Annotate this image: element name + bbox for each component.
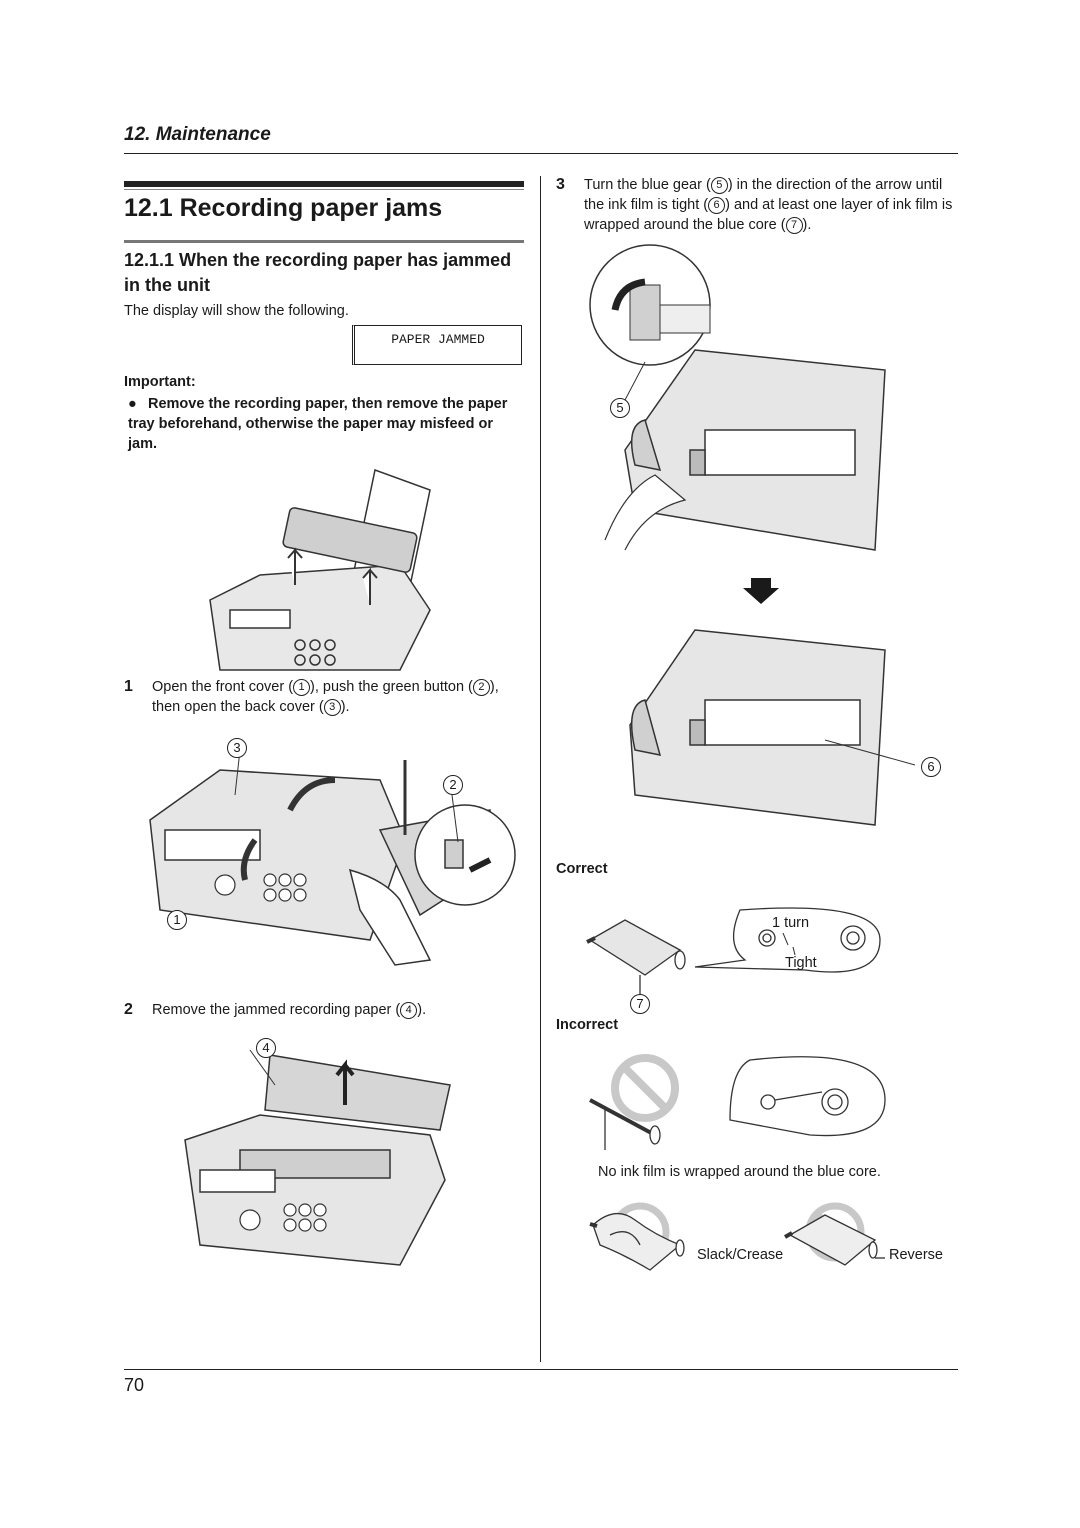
tight-film-illustration	[625, 625, 915, 840]
turn-gear-illustration	[585, 250, 915, 570]
callout-2: 2	[443, 775, 463, 795]
important-note	[128, 394, 524, 454]
callout-ref: 1	[293, 679, 310, 696]
step-text: ).	[340, 699, 350, 715]
important-text: Remove the recording paper, then remove the paper tray beforehand, otherwise the paper may misfeed or jam.	[128, 396, 508, 452]
callout-ref: 6	[708, 197, 725, 214]
callout-ref: 5	[711, 177, 728, 194]
step-text: ), then open the back cover (	[152, 679, 499, 715]
lcd-display-message: PAPER JAMMED	[352, 325, 522, 365]
down-arrow-icon	[743, 578, 779, 604]
incorrect-label: Incorrect	[556, 1017, 619, 1033]
step-text: ) in the direction of the arrow until the ink film is tight (	[584, 177, 943, 213]
step-text: Remove the jammed recording paper (	[152, 1002, 401, 1018]
step-text: ) and at least one layer of ink film is wrapped around the blue core (	[584, 197, 953, 233]
callout-ref: 7	[786, 217, 803, 234]
chapter-title: 12. Maintenance	[124, 124, 271, 145]
fax-tray-illustration	[200, 460, 440, 670]
callout-4: 4	[256, 1038, 276, 1058]
callout-6: 6	[921, 757, 941, 777]
callout-7: 7	[630, 994, 650, 1014]
step-2	[124, 1000, 524, 1020]
bullet-icon: ●	[128, 396, 137, 412]
tight-label: Tight	[785, 955, 817, 971]
step-number: 3	[556, 176, 565, 193]
turn-label: 1 turn	[772, 915, 810, 931]
section-bar-thin	[124, 189, 524, 190]
callout-3: 3	[227, 738, 247, 758]
important-label: Important:	[124, 374, 196, 390]
step-text: Open the front cover (	[152, 679, 294, 695]
callout-ref: 4	[400, 1002, 417, 1019]
column-divider	[540, 176, 541, 1362]
callout-1: 1	[167, 910, 187, 930]
step-text: ), push the green button (	[310, 679, 473, 695]
slack-crease-label: Slack/Crease	[697, 1247, 784, 1263]
incorrect-no-film-diagram	[580, 1050, 890, 1160]
callout-ref: 3	[324, 699, 341, 716]
header-rule	[124, 153, 958, 154]
step-text: ).	[417, 1002, 427, 1018]
correct-label: Correct	[556, 861, 608, 877]
step-number: 1	[124, 678, 133, 695]
no-film-text: No ink film is wrapped around the blue core.	[598, 1164, 881, 1180]
step-1	[124, 677, 524, 717]
remove-paper-illustration	[180, 1040, 480, 1270]
callout-ref: 2	[473, 679, 490, 696]
reverse-diagram	[780, 1200, 885, 1280]
step-text: Turn the blue gear (	[584, 177, 711, 193]
callout-5: 5	[610, 398, 630, 418]
correct-film-diagram	[585, 905, 885, 1005]
page-number: 70	[124, 1375, 145, 1395]
subsection-bar	[124, 240, 524, 243]
footer-rule	[124, 1369, 958, 1370]
section-bar	[124, 181, 524, 187]
intro-text: The display will show the following.	[124, 303, 349, 319]
step-number: 2	[124, 1001, 133, 1018]
subsection-title: 12.1.1 When the recording paper has jammed in the unit	[124, 250, 512, 295]
step-text: ).	[802, 217, 812, 233]
section-title: 12.1 Recording paper jams	[124, 194, 443, 222]
slack-crease-diagram	[585, 1200, 685, 1280]
reverse-label: Reverse	[889, 1247, 943, 1263]
step-3	[556, 175, 958, 235]
